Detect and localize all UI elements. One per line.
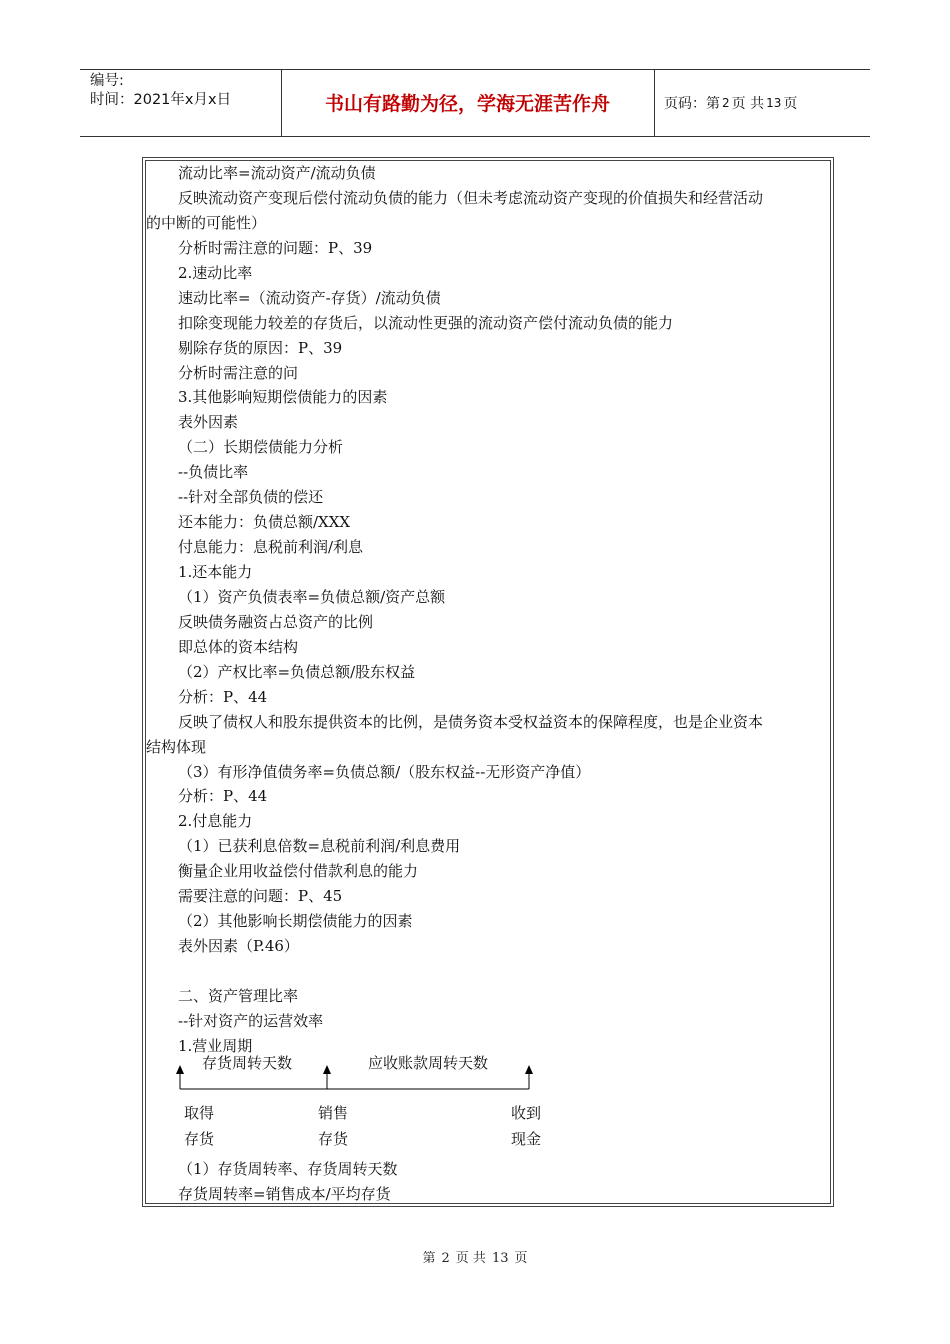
body-line: 的中断的可能性） xyxy=(146,213,267,232)
footer-suffix: 页 xyxy=(514,1251,528,1266)
span-label-inventory-days: 存货周转天数 xyxy=(202,1054,293,1072)
body-line: 分析时需注意的问题：P、39 xyxy=(178,238,373,257)
body-line: 反映流动资产变现后偿付流动负债的能力（但未考虑流动资产变现的价值损失和经营活动 xyxy=(178,188,764,207)
body-line: 衡量企业用收益偿付借款利息的能力 xyxy=(178,862,419,881)
body-line: 流动比率=流动资产/流动负债 xyxy=(178,164,376,182)
header-left-cell xyxy=(90,72,231,110)
body-line: 剔除存货的原因：P、39 xyxy=(178,338,343,357)
point-acquire-line1: 取得 xyxy=(184,1104,215,1122)
body-line: 还本能力：负债总额/XXX xyxy=(178,513,351,532)
body-line: 反映债务融资占总资产的比例 xyxy=(178,612,374,631)
arrow-head-sale xyxy=(323,1065,331,1074)
footer-page-number: 2 xyxy=(441,1251,450,1266)
point-sale-line2: 存货 xyxy=(318,1130,349,1148)
body-line: （1）存货周转率、存货周转天数 xyxy=(178,1160,398,1178)
body-line: （3）有形净值债务率=负债总额/（股东权益--无形资产净值） xyxy=(178,762,591,781)
date-label: 时间：2021年x月x日 xyxy=(90,92,232,108)
body-line: 分析时需注意的问 xyxy=(178,363,299,382)
body-line: 存货周转率=销售成本/平均存货 xyxy=(178,1184,391,1203)
page-total: 13 xyxy=(766,95,782,110)
footer-mid: 页 共 xyxy=(455,1251,486,1266)
body-line: --针对全部负债的偿还 xyxy=(178,488,324,507)
body-line: 付息能力：息税前利润/利息 xyxy=(178,538,364,557)
span-label-receivable-days: 应收账款周转天数 xyxy=(368,1054,489,1072)
body-line: 速动比率=（流动资产-存货）/流动负债 xyxy=(178,288,441,307)
body-line: 分析：P、44 xyxy=(178,687,268,706)
page-suffix: 页 xyxy=(783,95,798,112)
body-line: 即总体的资本结构 xyxy=(178,637,299,656)
body-line: --负债比率 xyxy=(178,463,249,482)
body-line: 3.其他影响短期偿债能力的因素 xyxy=(178,388,388,407)
content-tail xyxy=(146,1157,832,1207)
body-line: 2.速动比率 xyxy=(178,263,253,282)
page-number: 2 xyxy=(722,95,730,110)
point-acquire-line2: 存货 xyxy=(184,1130,215,1148)
arrow-head-cash xyxy=(525,1065,533,1074)
operating-cycle-diagram xyxy=(146,1050,706,1160)
page-footer xyxy=(0,1247,950,1266)
point-cash-line2: 现金 xyxy=(511,1130,542,1148)
page-prefix: 页码：第 xyxy=(664,95,720,112)
body-line: 二、资产管理比率 xyxy=(178,986,299,1005)
footer-page-total: 13 xyxy=(491,1251,509,1266)
header-page-info xyxy=(664,69,797,136)
page-mid: 页 共 xyxy=(731,95,765,112)
body-line: 2.付息能力 xyxy=(178,812,253,831)
point-sale-line1: 销售 xyxy=(318,1104,349,1122)
body-line: 分析：P、44 xyxy=(178,787,268,806)
body-line: 需要注意的问题：P、45 xyxy=(178,887,343,906)
body-line: 1.营业周期 xyxy=(178,1036,253,1055)
body-line: --针对资产的运营效率 xyxy=(178,1011,324,1030)
body-line: （2）其他影响长期偿债能力的因素 xyxy=(178,912,413,931)
body-line: 扣除变现能力较差的存货后，以流动性更强的流动资产偿付流动负债的能力 xyxy=(178,313,674,332)
header-motto: 书山有路勤为径，学海无涯苦作舟 xyxy=(324,93,610,115)
code-label: 编号: xyxy=(90,73,124,89)
body-line: （二）长期偿债能力分析 xyxy=(178,438,344,457)
body-line: 表外因素 xyxy=(178,413,239,432)
body-line: 1.还本能力 xyxy=(178,563,253,581)
body-line: （1）资产负债表率=负债总额/资产总额 xyxy=(178,587,446,606)
content-body xyxy=(146,161,832,1059)
header-bottom-rule xyxy=(80,136,870,137)
header-divider-right xyxy=(654,69,655,136)
point-cash-line1: 收到 xyxy=(511,1104,542,1122)
arrow-head-acquire xyxy=(176,1065,184,1074)
footer-prefix: 第 xyxy=(422,1251,436,1266)
body-line: 表外因素（P.46） xyxy=(178,937,299,956)
body-line: 结构体现 xyxy=(146,737,207,756)
blank-line xyxy=(146,959,832,984)
body-line: （2）产权比率=负债总额/股东权益 xyxy=(178,662,416,681)
body-line: 反映了债权人和股东提供资本的比例，是债务资本受权益资本的保障程度，也是企业资本 xyxy=(178,712,764,731)
body-line: （1）已获利息倍数=息税前利润/利息费用 xyxy=(178,837,461,856)
